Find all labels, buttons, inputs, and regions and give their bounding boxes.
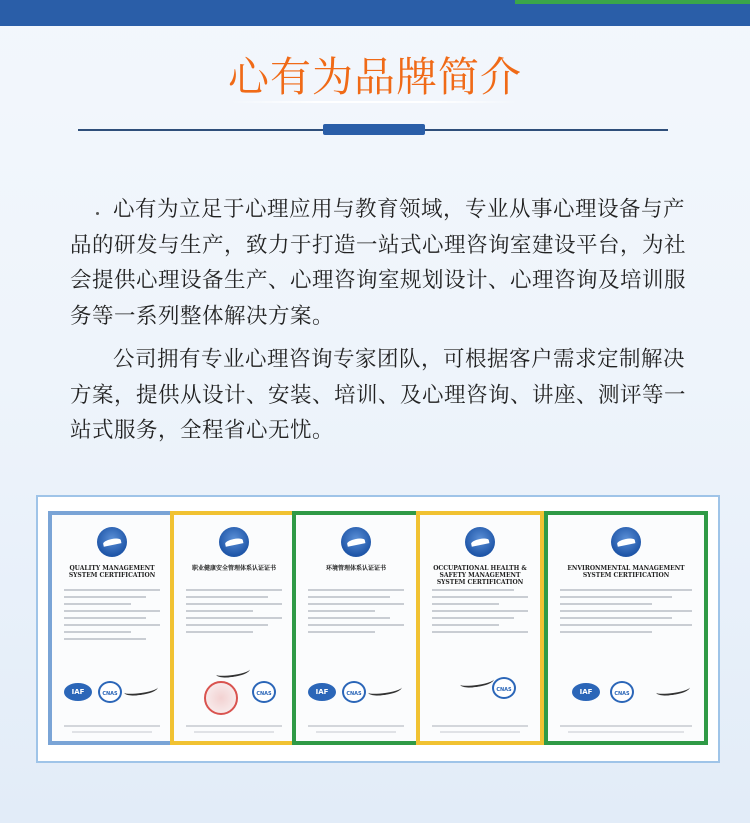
- certificate-occupational-health-cn: [170, 511, 298, 745]
- divider-accent-block: [323, 124, 425, 135]
- certificate-body-text: [560, 589, 692, 638]
- certificate-body-text: [308, 589, 404, 638]
- signature-mark: [124, 683, 159, 696]
- certificate-body-text: [432, 589, 528, 638]
- signature-mark: [460, 675, 495, 688]
- certificate-heading: OCCUPATIONAL HEALTH & SAFETY MANAGEMENT SYSTEM CERTIFICATION: [433, 565, 527, 586]
- page-title: 心有为品牌简介: [228, 53, 522, 101]
- certificate-body-text: [64, 589, 160, 645]
- certification-logo-icon: [341, 527, 371, 557]
- certificate-heading: ENVIRONMENTAL MANAGEMENT SYSTEM CERTIFICATION: [567, 565, 685, 579]
- certificate-quality-management: [48, 511, 176, 745]
- iaf-seal-icon: IAF: [64, 683, 92, 701]
- certification-logo-icon: [97, 527, 127, 557]
- title-underline: [228, 101, 520, 103]
- certification-logo-icon: [611, 527, 641, 557]
- certification-logo-icon: [465, 527, 495, 557]
- signature-mark: [368, 683, 403, 696]
- certificate-body-text: [186, 589, 282, 638]
- company-red-seal-icon: [204, 681, 238, 715]
- intro-paragraph-1: 心有为立足于心理应用与教育领域，专业从事心理设备与产品的研发与生产，致力于打造一站式心理咨询室建设平台，为社会提供心理设备生产、心理咨询室规划设计、心理咨询及培训服务等一系列整体解决方案。: [70, 197, 687, 329]
- certificate-heading: 职业健康安全管理体系认证证书: [191, 565, 276, 572]
- certificate-environmental-cn: [292, 511, 420, 745]
- cnas-seal-icon: CNAS: [252, 681, 276, 703]
- cnas-seal-icon: CNAS: [610, 681, 634, 703]
- certificates-panel: [36, 495, 720, 763]
- intro-paragraph-2: 公司拥有专业心理咨询专家团队，可根据客户需求定制解决方案，提供从设计、安装、培训、及心理咨询、讲座、测评等一站式服务，全程省心无忧。: [70, 347, 687, 443]
- certification-logo-icon: [219, 527, 249, 557]
- signature-mark: [656, 683, 691, 696]
- iaf-seal-icon: IAF: [572, 683, 600, 701]
- top-banner-accent: [515, 0, 750, 4]
- certificate-heading: QUALITY MANAGEMENT SYSTEM CERTIFICATION: [68, 565, 156, 579]
- iaf-seal-icon: IAF: [308, 683, 336, 701]
- signature-mark: [216, 665, 251, 678]
- cnas-seal-icon: CNAS: [98, 681, 122, 703]
- cnas-seal-icon: CNAS: [342, 681, 366, 703]
- cnas-seal-icon: CNAS: [492, 677, 516, 699]
- certificate-heading: 环境管理体系认证证书: [325, 565, 386, 572]
- certificate-environmental-en: [544, 511, 708, 745]
- certificate-occupational-health-en: [416, 511, 544, 745]
